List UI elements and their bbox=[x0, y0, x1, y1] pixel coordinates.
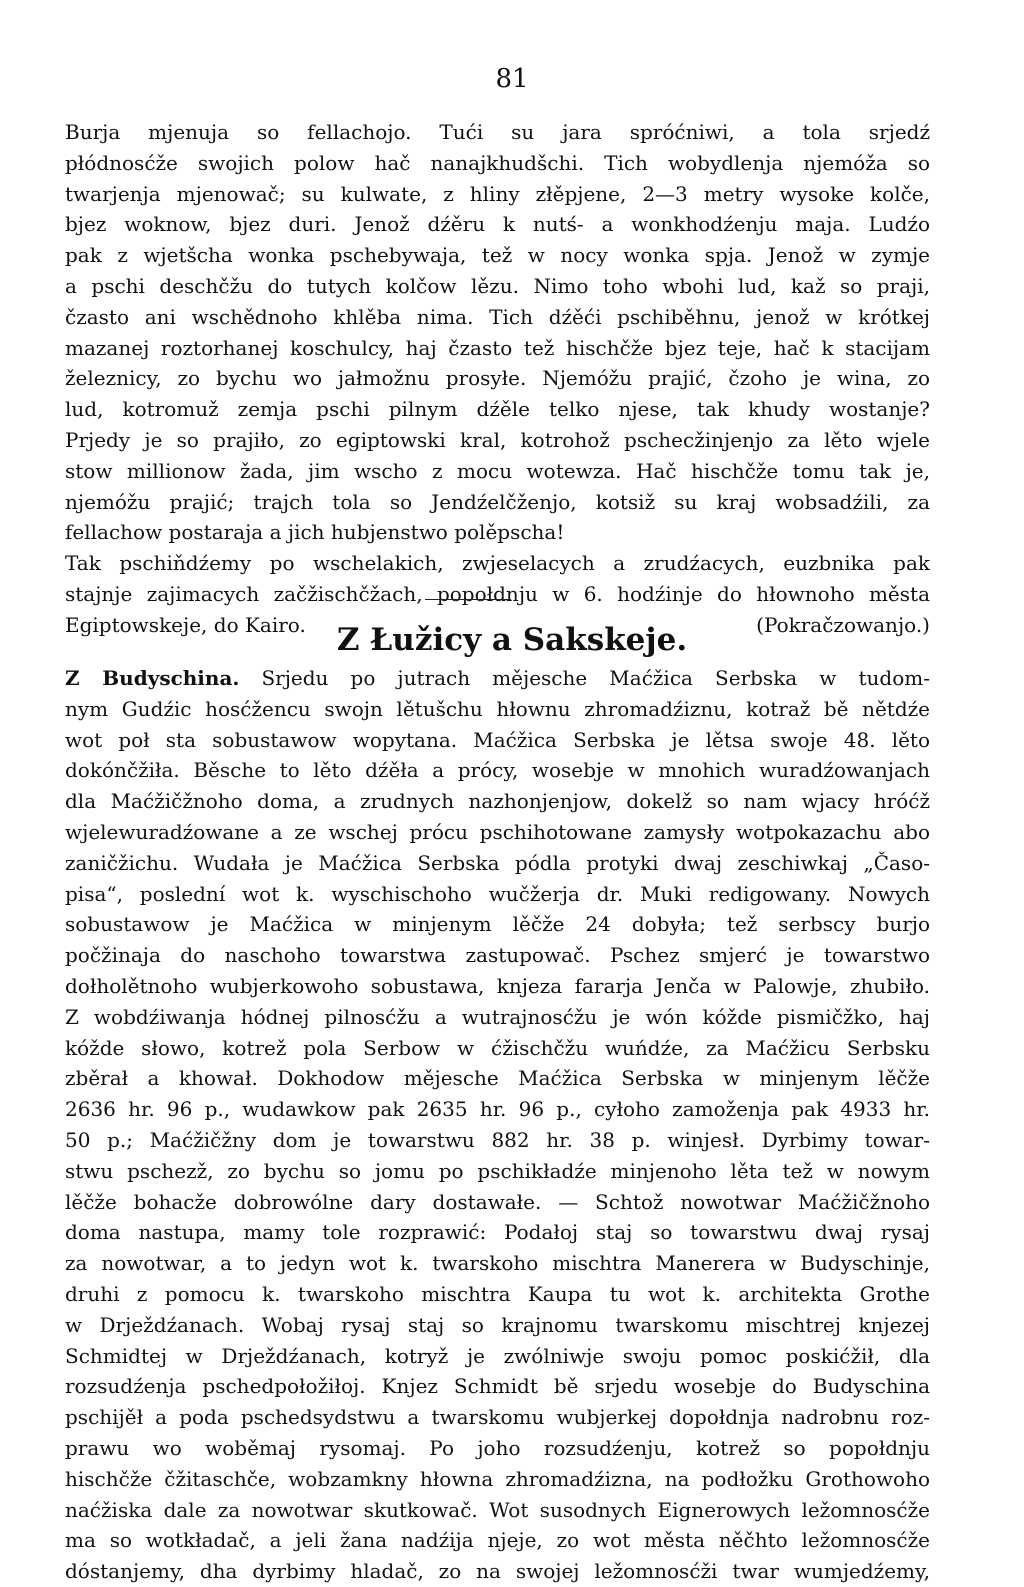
continuation-note: (Pokračzowanjo.) bbox=[756, 612, 930, 637]
text-line: 2636 hr. 96 p., wudawkow pak 2635 hr. 96 p., cyłoho zamoženja pak 4933 hr. bbox=[65, 1097, 930, 1122]
text-line: pschijěł a poda pschedsydstwu a twarskomu wubjerkej dopołdnja nadrobnu roz- bbox=[65, 1405, 930, 1430]
text-line: druhi z pomocu k. twarskoho mischtra Kaupa tu wot k. architekta Grothe bbox=[65, 1281, 930, 1306]
text-line: železnicy, zo bychu wo jałmožnu prosyłe. Njemóžu prajić, čzoho je wina, zo bbox=[65, 366, 930, 391]
text-line: zběrał a khował. Dokhodow mějesche Maćžica Serbska w minjenym lěčže bbox=[65, 1066, 930, 1091]
text-line: a pschi deschčžu do tutych kolčow lězu. Nimo toho wbohi lud, kaž so praji, bbox=[65, 273, 930, 298]
text-line: dóstanjemy, dha dyrbimy hladač, zo na swojej ležomnosćži twar wumjedźemy, bbox=[65, 1559, 930, 1584]
text-line: zaničžichu. Wudała je Maćžica Serbska pódla protyki dwaj zeschiwkaj „Časo- bbox=[65, 850, 930, 875]
text-line: Prjedy je so prajiło, zo egiptowski kral, kotrohož pschecžinjenjo za lěto wjele bbox=[65, 427, 930, 452]
text-line: počžinaja do naschoho towarstwa zastupowač. Pschez smjerć je towarstwo bbox=[65, 943, 930, 968]
text-line: dla Maćžičžnoho doma, a zrudnych nazhonjenjow, dokelž so nam wjacy hróćž bbox=[65, 789, 930, 814]
text-line: prawu wo woběmaj rysomaj. Po joho rozsudźenju, kotrež so popołdnju bbox=[65, 1435, 930, 1460]
page-number: 81 bbox=[495, 64, 529, 94]
text-line: płódnosćže swojich polow hač nanajkhudšchi. Tich wobydlenja njemóža so bbox=[65, 150, 930, 175]
text-line: twarjenja mjenowač; su kulwate, z hliny złěpjene, 2—3 metry wysoke kolče, bbox=[65, 181, 930, 206]
text-line: stajnje zajimacych začžischčžach, popołdnju w 6. hodźinje do hłownoho města bbox=[65, 581, 930, 606]
text-line: 50 p.; Maćžičžny dom je towarstwu 882 hr. 38 p. winjesł. Dyrbimy towar- bbox=[65, 1127, 930, 1152]
text-line bbox=[65, 663, 930, 694]
text-line: fellachow postaraja a jich hubjenstwo polěpscha! bbox=[65, 520, 565, 545]
text-line: nym Gudźic hosćžencu swojn lětušchu hłownu zhromadźiznu, kotraž bě nětdźe bbox=[65, 696, 930, 721]
text-line: Burja mjenuja so fellachojo. Tući su jara spróćniwi, a tola srjedź bbox=[65, 120, 930, 144]
text-line: rozsudźenja pschedpołožiłoj. Knjez Schmidt bě srjedu wosebje do Budyschina bbox=[65, 1374, 930, 1399]
text-line: dołholětnoho wubjerkowoho sobustawa, knjeza fararja Jenča w Palowje, zhubiło. bbox=[65, 973, 930, 998]
text-line: bjez woknow, bjez duri. Jenož dźěru k nutś- a wonkhodźenju maja. Ludźo bbox=[65, 212, 930, 237]
section-heading: Z Łužicy a Sakskeje. bbox=[336, 622, 688, 658]
section-divider bbox=[425, 599, 511, 600]
text-line: stwu pschezž, zo bychu so jomu po pschikładźe minjenoho lěta tež w nowym bbox=[65, 1158, 930, 1183]
text-line: Z wobdźiwanja hódnej pilnosćžu a wutrajnosćžu je wón kóžde pismičžko, haj bbox=[65, 1004, 930, 1029]
text-line: doma nastupa, mamy tole rozprawić: Podałoj staj so towarstwu dwaj rysaj bbox=[65, 1220, 930, 1245]
text-line: za nowotwar, a to jedyn wot k. twarskoho mischtra Manerera w Budyschinje, bbox=[65, 1251, 930, 1276]
text-line: w Drježdźanach. Wobaj rysaj staj so krajnomu twarskomu mischtrej knjezej bbox=[65, 1312, 930, 1337]
text-line: čzasto ani wschědnoho khlěba nima. Tich dźěći pschiběhnu, jenož w krótkej bbox=[65, 304, 930, 329]
text-line: ma so wotkładač, a jeli žana nadźija njeje, zo wot města něčhto ležomnosćže bbox=[65, 1528, 930, 1553]
news-report-text bbox=[65, 663, 930, 1587]
text-line: wot poł sta sobustawow wopytana. Maćžica Serbska je lětsa swoje 48. lěto bbox=[65, 727, 930, 752]
article-text bbox=[65, 117, 930, 641]
text-line-left: Egiptowskeje, do Kairo. bbox=[65, 612, 306, 637]
text-line: naćžiska dale za nowotwar skutkowač. Wot susodnych Eignerowych ležomnosćže bbox=[65, 1497, 930, 1522]
text-line: kóžde słowo, kotrež pola Serbow w ćžischčžu wuńdźe, za Maćžicu Serbsku bbox=[65, 1035, 930, 1060]
text-line: lud, kotromuž zemja pschi pilnym dźěle telko njese, tak khudy wostanje? bbox=[65, 397, 930, 422]
text-line: mazanej roztorhanej koschulcy, haj čzasto tež hischčže bjez teje, hač k staciјam bbox=[65, 335, 930, 360]
text-line: wjelewuradźowane a ze wschej prócu pschihotowane zamysły wotpokazachu abo bbox=[65, 819, 930, 844]
text-line: Schmidtej w Drježdźanach, kotryž je zwólniwje swoju pomoc poskićžił, dla bbox=[65, 1343, 930, 1368]
text-line: njemóžu prajić; trajch tola so Jendźelčženjo, kotsiž su kraj wobsadźili, za bbox=[65, 489, 930, 514]
text-line: sobustawow je Maćžica w minjenym lěčže 24 dobyła; tež serbscy burjo bbox=[65, 912, 930, 937]
text-line: Tak pschiňdźemy po wschelakich, zwjeselacych a zrudźacych, euzbnika pak bbox=[65, 551, 930, 576]
text-line: pak z wjetšcha wonka pschebywaja, tež w nocy wonka spja. Jenož w zymje bbox=[65, 243, 930, 268]
text-line: hischčže čžitaschče, wobzamkny hłowna zhromadźizna, na podłožku Grothowoho bbox=[65, 1466, 930, 1491]
text-line: dokónčžiła. Běsche to lěto dźěła a prócy, wosebje w mnohich wuradźowanjach bbox=[65, 758, 930, 783]
text-line: stow millionow žada, jim wscho z mocu wotewza. Hač hischčže tomu tak je, bbox=[65, 458, 930, 483]
text-line: pisa“, poslední wot k. wyschischoho wučžerja dr. Muki redigowany. Nowych bbox=[65, 881, 930, 906]
text-line-rest: Srjedu po jutrach mějesche Maćžica Serbska w tudom- bbox=[261, 666, 930, 690]
dateline: Z Budyschina. bbox=[65, 666, 240, 690]
text-line: lěčže bohacže dobrowólne dary dostawałe. — Schtož nowotwar Maćžičžnoho bbox=[65, 1189, 930, 1214]
